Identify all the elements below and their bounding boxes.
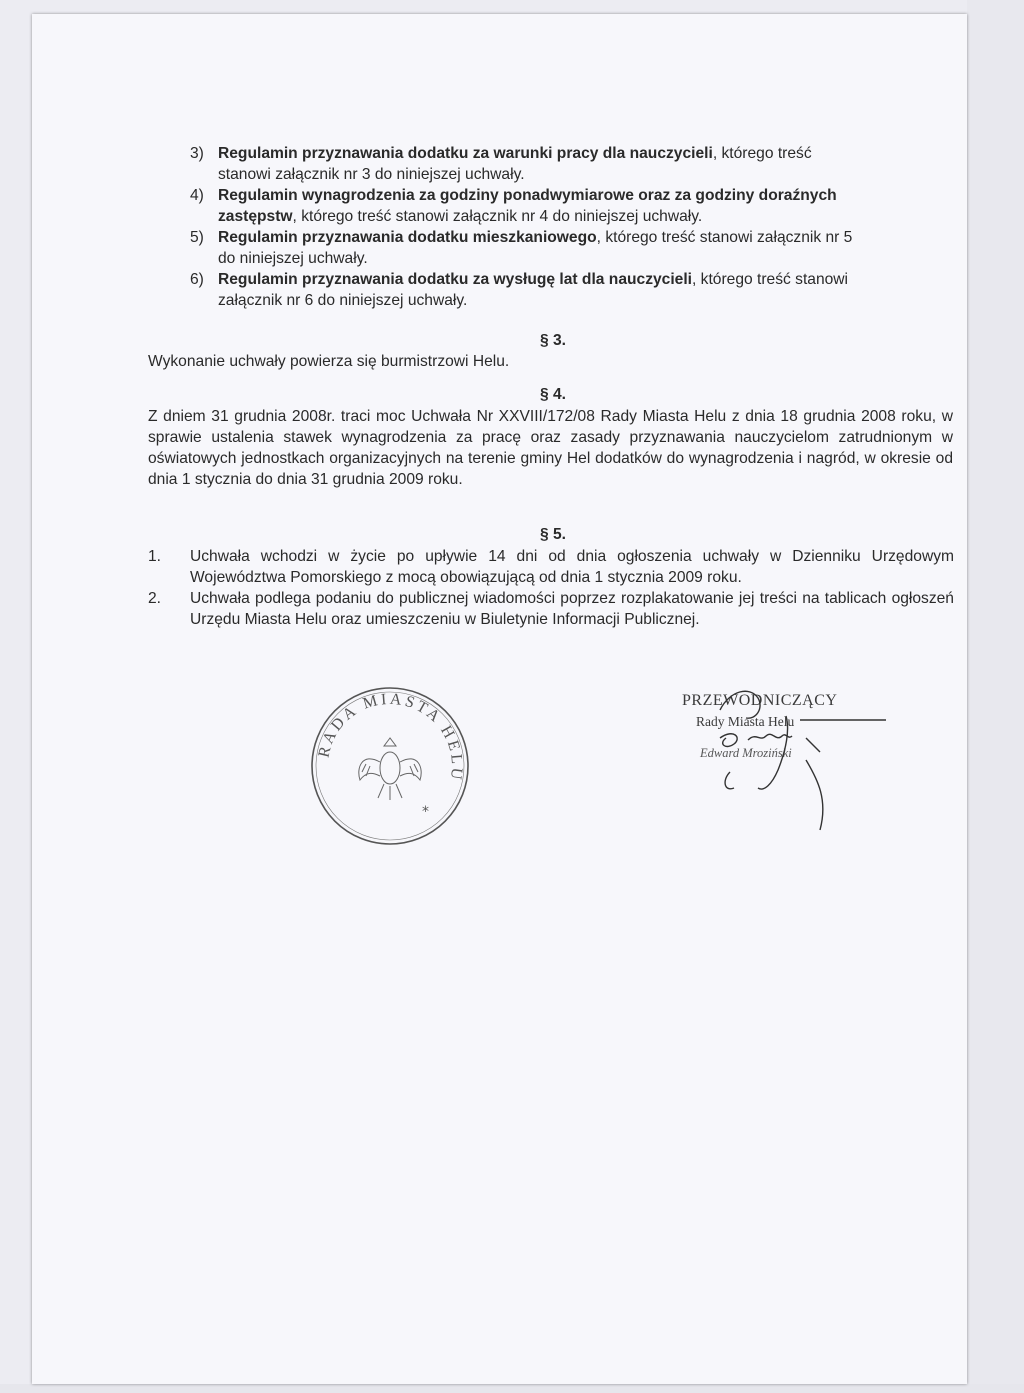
signature-institution: Rady Miasta Helu (696, 714, 795, 729)
item-number: 1. (148, 548, 162, 565)
item-text-line2: załącznik nr 6 do niniejszej uchwały. (218, 292, 468, 309)
item-text: , którego treść stanowi załącznik nr 4 do niniejszej uchwały. (292, 208, 703, 225)
item-text-line2: stanowi załącznik nr 3 do niniejszej uchwały. (218, 166, 525, 183)
svg-text:RADA MIASTA HELU: RADA MIASTA HELU (315, 690, 466, 784)
scan-left-edge (0, 0, 32, 1393)
item-text: , którego treść (712, 145, 812, 162)
signature-block (660, 680, 900, 850)
item-title: Regulamin przyznawania dodatku za warunki pracy dla nauczycieli (218, 145, 713, 162)
signature-name: Edward Mroziński (700, 746, 792, 760)
item-text: Uchwała podlega podaniu do publicznej wiadomości poprzez rozplakatowanie jej treści na tablicach ogłoszeń Urzędu Miasta Helu oraz umieszczeniu w Biuletynie Informacji Publicznej. (190, 590, 954, 628)
scan-bottom-edge (0, 1384, 1024, 1393)
item-text: Uchwała wchodzi w życie po upływie 14 dni od dnia ogłoszenia uchwały w Dzienniku Urzędowym Województwa Pomorskiego z mocą obowiązującą od dnia 1 stycznia 2009 roku. (190, 548, 954, 586)
item-title-line2: zastępstw (218, 208, 293, 225)
item-number: 6) (190, 271, 204, 288)
official-seal-stamp (300, 676, 480, 856)
item-text: , którego treść stanowi załącznik nr 5 (596, 229, 853, 246)
item-text-line2: do niniejszej uchwały. (218, 250, 368, 267)
item-text: , którego treść stanowi (692, 271, 849, 288)
item-title: Regulamin wynagrodzenia za godziny ponadwymiarowe oraz za godziny doraźnych (218, 187, 837, 204)
signature-title: PRZEWODNICZĄCY (682, 692, 838, 709)
handwritten-signature-icon (660, 680, 900, 850)
svg-text:*: * (422, 804, 429, 820)
section-4-text: Z dniem 31 grudnia 2008r. traci moc Uchwała Nr XXVIII/172/08 Rady Miasta Helu z dnia 18 grudnia 2008 roku, w sprawie ustalenia stawek wynagrodzenia za pracę oraz zasady przyznawania nauczycielom zatrudnionym w oświatowych jednostkach organizacyjnych na terenie gminy Hel dodatków do wynagrodzenia i nagród, w okresie od dnia 1 stycznia do dnia 31 grudnia 2009 roku. (148, 408, 953, 488)
item-title: Regulamin przyznawania dodatku za wysługę lat dla nauczycieli (218, 271, 693, 288)
section-3-heading: § 3. (540, 332, 567, 349)
item-number: 5) (190, 229, 204, 246)
item-title: Regulamin przyznawania dodatku mieszkaniowego (218, 229, 597, 246)
item-number: 3) (190, 145, 204, 162)
section-4-heading: § 4. (540, 386, 567, 403)
scan-top-edge (0, 0, 1024, 14)
section-5-heading: § 5. (540, 526, 567, 543)
section-3-text: Wykonanie uchwały powierza się burmistrzowi Helu. (148, 353, 510, 370)
item-number: 2. (148, 590, 162, 607)
scan-right-edge (967, 0, 1024, 1393)
item-number: 4) (190, 187, 204, 204)
